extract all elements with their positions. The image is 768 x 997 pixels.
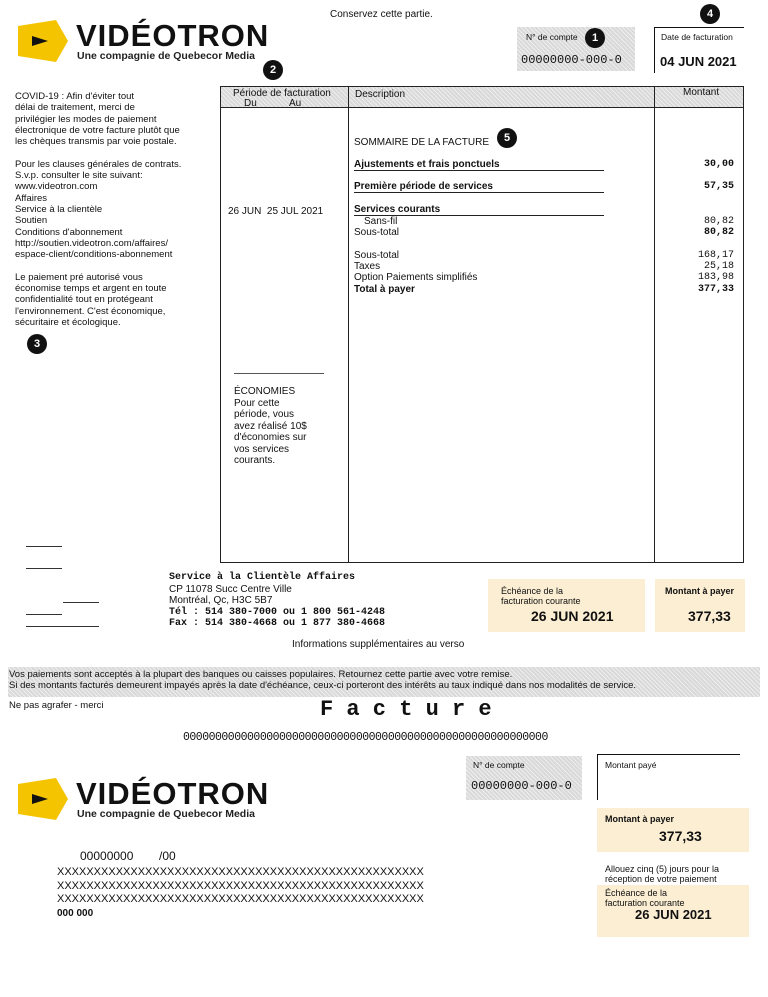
note-line: électronique de votre facture plutôt que	[15, 124, 180, 136]
note-line: économise temps et argent en toute	[15, 283, 167, 295]
service-block	[169, 572, 385, 630]
row-amount: 57,35	[703, 181, 734, 192]
note-line: privilégier les modes de paiement	[15, 113, 157, 125]
note-line: confidentialité tout en protégeant	[15, 294, 153, 306]
row-label: Première période de services	[354, 181, 493, 192]
due-label-1: Échéance de la	[501, 586, 564, 596]
remit-amount-due-label: Montant à payer	[605, 814, 675, 824]
remit-account-number: 00000000-000-0	[471, 779, 572, 793]
remit-due-date: 26 JUN 2021	[635, 907, 712, 922]
remit-title: F a c t u r e	[320, 697, 492, 722]
allow-note-line-2: réception de votre paiement	[605, 874, 717, 884]
note-line: Service à la clientèle	[15, 203, 103, 215]
due-label-2: facturation courante	[501, 596, 581, 606]
note-line	[15, 147, 215, 158]
note-line: les chèques transmis par voie postale.	[15, 136, 177, 148]
service-fax: Fax : 514 380-4668 ou 1 877 380-4668	[169, 618, 386, 629]
billing-table	[220, 86, 744, 563]
logo-mark-icon	[18, 20, 68, 62]
note-line: sécuritaire et écologique.	[15, 316, 121, 328]
due-date-box	[488, 579, 645, 632]
savings-title: ÉCONOMIES	[234, 386, 296, 397]
col-header-amount: Montant	[683, 87, 720, 98]
amount-due-value: 377,33	[688, 608, 731, 624]
period-dates: 26 JUN 25 JUL 2021	[228, 206, 324, 217]
billing-date-value: 04 JUN 2021	[660, 54, 737, 69]
row-amount: 80,82	[703, 227, 734, 238]
col-header-du: Du	[244, 98, 257, 109]
signature-line	[26, 614, 62, 615]
note-line: Conditions d'abonnement	[15, 226, 123, 238]
billing-date-label: Date de facturation	[661, 32, 733, 42]
savings-line: vos services	[234, 443, 290, 455]
row-amount: 183,98	[697, 272, 734, 283]
due-date-value: 26 JUN 2021	[531, 608, 614, 624]
savings-line: période, vous	[234, 409, 295, 420]
allow-note-line-1: Allouez cinq (5) jours pour la	[605, 864, 720, 874]
row-total	[354, 284, 742, 296]
remit-account-label: N° de compte	[473, 760, 525, 770]
note-line: Soutien	[15, 215, 48, 227]
col-divider	[348, 87, 349, 562]
row-label: Sans-fil	[364, 216, 398, 227]
row-simplified-payments	[354, 272, 742, 284]
savings-divider	[234, 373, 324, 374]
note-line: http://soutien.videotron.com/affaires/	[15, 237, 168, 249]
remit-due-box	[597, 885, 749, 937]
address-line: XXXXXXXXXXXXXXXXXXXXXXXXXXXXXXXXXXXXXXXXXXXXXXXXXX	[57, 879, 424, 892]
note-line: www.videotron.com	[15, 181, 98, 193]
note-line: Pour les clauses générales de contrats.	[15, 158, 182, 170]
callout-3: 3	[27, 334, 47, 354]
note-line: l'environnement. C'est économique,	[15, 305, 166, 317]
signature-line	[26, 568, 62, 569]
signature-line	[63, 602, 99, 603]
address-line: XXXXXXXXXXXXXXXXXXXXXXXXXXXXXXXXXXXXXXXXXXXXXXXXXX	[57, 866, 424, 878]
service-address-1: CP 11078 Succ Centre Ville	[169, 583, 292, 595]
banner-line-1: Vos paiements sont acceptés à la plupart des banques ou caisses populaires. Retournez cette partie avec votre remise.	[9, 669, 513, 680]
ref-number: 00000000	[80, 849, 134, 863]
savings-line: Pour cette	[234, 397, 280, 409]
row-amount: 168,17	[697, 250, 734, 261]
signature-line	[26, 626, 99, 627]
savings-line: courants.	[234, 455, 276, 466]
info-verso: Informations supplémentaires au verso	[292, 639, 465, 650]
row-amount: 30,00	[703, 159, 734, 170]
banner-line-2: Si des montants facturés demeurent impayés après la date d'échéance, ceux-ci porteront des intérêts au taux indiqué dans nos modalités de service.	[9, 680, 637, 691]
logo-mark-icon	[18, 778, 68, 820]
videotron-logo	[18, 18, 270, 64]
row-amount: 25,18	[703, 261, 734, 272]
amount-paid-label: Montant payé	[605, 760, 657, 770]
remit-amount-due-value: 377,33	[659, 828, 702, 844]
row-amount: 80,82	[703, 216, 734, 227]
amount-due-box	[655, 579, 745, 632]
row-label: Services courants	[354, 204, 441, 215]
col-header-description: Description	[355, 89, 406, 100]
row-amount: 377,33	[697, 284, 734, 295]
no-staple-note: Ne pas agrafer - merci	[9, 700, 104, 711]
logo-tagline: Une compagnie de Quebecor Media	[77, 808, 255, 820]
row-label: Sous-total	[354, 250, 400, 261]
row-label: Option Paiements simplifiés	[354, 272, 478, 283]
callout-4: 4	[700, 4, 720, 24]
amount-due-label: Montant à payer	[665, 586, 735, 596]
callout-2: 2	[263, 60, 283, 80]
note-line: espace-client/conditions-abonnement	[15, 249, 173, 261]
note-line: Le paiement pré autorisé vous	[15, 271, 143, 283]
row-subtotal-1	[354, 227, 742, 239]
summary-title: SOMMAIRE DE LA FACTURE	[354, 137, 490, 148]
remit-account-box	[466, 756, 582, 800]
logo-wordmark: VIDÉOTRON	[76, 18, 270, 53]
account-label: N° de compte	[526, 32, 578, 42]
note-line: S.v.p. consulter le site suivant:	[15, 170, 143, 182]
col-header-period: Période de facturation	[233, 88, 331, 99]
note-line	[15, 260, 215, 271]
remit-due-label-2: facturation courante	[605, 898, 685, 908]
savings-line: avez réalisé 10$	[234, 420, 307, 432]
note-line: délai de traitement, merci de	[15, 102, 135, 114]
allow-note	[605, 864, 719, 884]
address-line: XXXXXXXXXXXXXXXXXXXXXXXXXXXXXXXXXXXXXXXXXXXXXXXXXX	[57, 893, 424, 905]
payment-banner	[8, 667, 760, 697]
logo-tagline: Une compagnie de Quebecor Media	[77, 50, 255, 62]
billing-date-box	[654, 27, 744, 73]
scan-line: 000000000000000000000000000000000000000000000000000000000	[183, 731, 548, 744]
callout-5: 5	[497, 128, 517, 148]
savings-box	[234, 386, 334, 467]
service-phone: Tél : 514 380-7000 ou 1 800 561-4248	[169, 606, 386, 618]
service-title: Service à la Clientèle Affaires	[169, 572, 356, 583]
left-notes	[15, 91, 215, 328]
postal-code: 000 000	[57, 907, 94, 919]
remit-amount-due-box	[597, 808, 749, 852]
row-underline	[354, 170, 604, 171]
note-line: COVID-19 : Afin d'éviter tout	[15, 91, 135, 102]
amount-paid-box[interactable]	[597, 754, 740, 800]
keep-part-note: Conservez cette partie.	[330, 9, 433, 20]
callout-1: 1	[585, 28, 605, 48]
ref-suffix: /00	[159, 849, 176, 863]
col-header-au: Au	[289, 98, 302, 109]
note-line: Affaires	[15, 192, 48, 204]
savings-line: d'économies sur	[234, 432, 307, 443]
logo-wordmark: VIDÉOTRON	[76, 776, 270, 811]
remit-due-label-1: Échéance de la	[605, 888, 668, 898]
row-label: Total à payer	[354, 284, 415, 295]
videotron-logo-remit	[18, 776, 270, 822]
account-box	[517, 27, 635, 71]
row-label: Sous-total	[354, 227, 400, 238]
row-label: Taxes	[354, 261, 381, 272]
service-address-2: Montréal, Qc, H3C 5B7	[169, 595, 273, 606]
account-number: 00000000-000-0	[521, 53, 622, 67]
signature-line	[26, 546, 62, 547]
row-underline	[354, 192, 604, 193]
row-label: Ajustements et frais ponctuels	[354, 159, 500, 170]
mailing-address	[57, 866, 424, 920]
